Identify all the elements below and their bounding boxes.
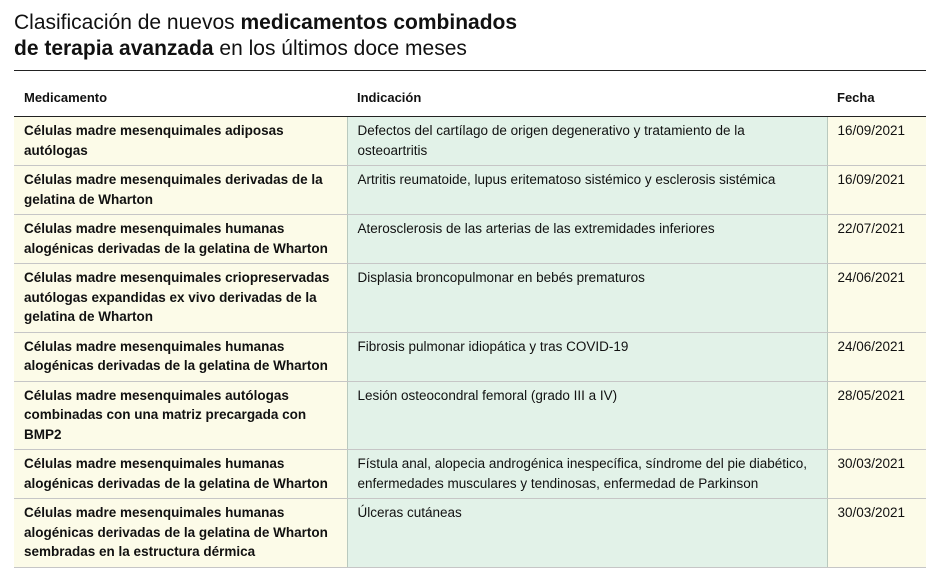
cell-medicamento: Células madre mesenquimales humanas alogénicas derivadas de la gelatina de Wharton: [14, 332, 347, 381]
cell-medicamento: Células madre mesenquimales humanas alogénicas derivadas de la gelatina de Wharton: [14, 215, 347, 264]
cell-indicacion: Displasia broncopulmonar en bebés prematuros: [347, 264, 827, 333]
cell-medicamento: Células madre mesenquimales criopreservadas autólogas expandidas ex vivo derivadas de la gelatina de Wharton: [14, 264, 347, 333]
cell-indicacion: Fístula anal, alopecia androgénica inespecífica, síndrome del pie diabético, enfermedades musculares y tendinosas, enfermedad de Parkinson: [347, 450, 827, 499]
cell-fecha: 16/09/2021: [827, 117, 926, 166]
cell-fecha: 24/06/2021: [827, 332, 926, 381]
medicamentos-table: [14, 80, 926, 568]
title-line-1-normal: Clasificación de nuevos: [14, 11, 241, 34]
cell-indicacion: Úlceras cutáneas: [347, 499, 827, 568]
title-line-2-normal: en los últimos doce meses: [213, 37, 467, 60]
table-row: [14, 332, 926, 381]
table-row: [14, 166, 926, 215]
cell-fecha: 30/03/2021: [827, 450, 926, 499]
cell-indicacion: Artritis reumatoide, lupus eritematoso sistémico y esclerosis sistémica: [347, 166, 827, 215]
table-row: [14, 215, 926, 264]
cell-fecha: 16/09/2021: [827, 166, 926, 215]
table-row: [14, 499, 926, 568]
cell-medicamento: Células madre mesenquimales derivadas de la gelatina de Wharton: [14, 166, 347, 215]
page-title: [14, 10, 517, 62]
title-line-1-bold: medicamentos combinados: [240, 11, 518, 34]
title-line-1: [14, 10, 517, 36]
table-row: [14, 264, 926, 333]
cell-fecha: 30/03/2021: [827, 499, 926, 568]
cell-medicamento: Células madre mesenquimales adiposas autólogas: [14, 117, 347, 166]
cell-medicamento: Células madre mesenquimales humanas alogénicas derivadas de la gelatina de Wharton sembradas en la estructura dérmica: [14, 499, 347, 568]
cell-indicacion: Defectos del cartílago de origen degenerativo y tratamiento de la osteoartritis: [347, 117, 827, 166]
title-line-2: [14, 36, 517, 62]
column-header-fecha: Fecha: [827, 80, 926, 117]
cell-medicamento: Células madre mesenquimales humanas alogénicas derivadas de la gelatina de Wharton: [14, 450, 347, 499]
cell-indicacion: Lesión osteocondral femoral (grado III a IV): [347, 381, 827, 450]
table-row: [14, 117, 926, 166]
title-divider: [14, 70, 926, 71]
table-row: [14, 450, 926, 499]
cell-indicacion: Fibrosis pulmonar idiopática y tras COVID-19: [347, 332, 827, 381]
column-header-indicacion: Indicación: [347, 80, 827, 117]
table-body: [14, 117, 926, 568]
table-header-row: [14, 80, 926, 117]
cell-medicamento: Células madre mesenquimales autólogas combinadas con una matriz precargada con BMP2: [14, 381, 347, 450]
table-row: [14, 381, 926, 450]
cell-indicacion: Aterosclerosis de las arterias de las extremidades inferiores: [347, 215, 827, 264]
cell-fecha: 24/06/2021: [827, 264, 926, 333]
column-header-medicamento: Medicamento: [14, 80, 347, 117]
title-line-2-bold: de terapia avanzada: [14, 37, 214, 60]
cell-fecha: 28/05/2021: [827, 381, 926, 450]
cell-fecha: 22/07/2021: [827, 215, 926, 264]
